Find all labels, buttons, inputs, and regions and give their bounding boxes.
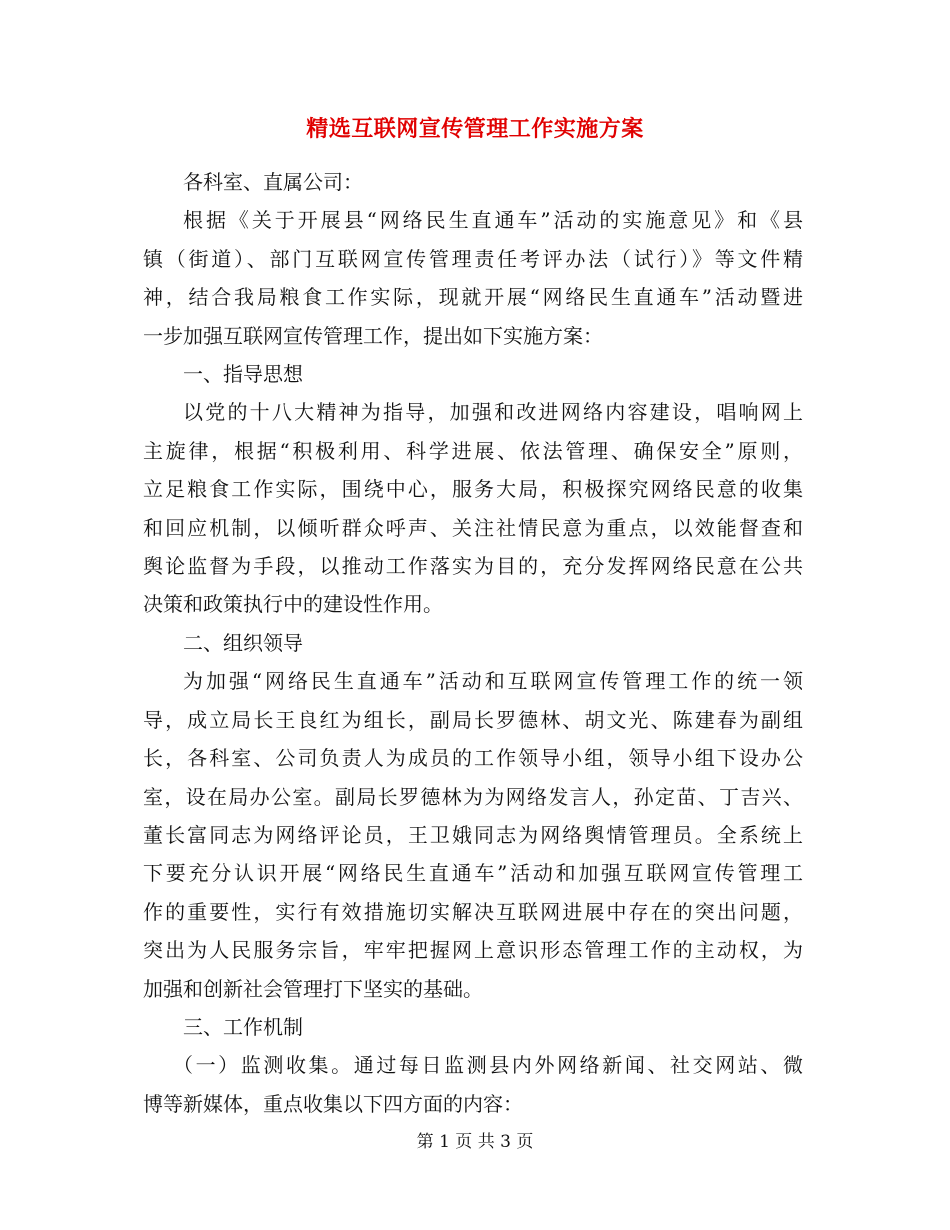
text-line: 主旋律，根据“积极利用、科学进展、依法管理、确保安全”原则，	[143, 438, 803, 463]
text-line: 导，成立局长王良红为组长，副局长罗德林、胡文光、陈建春为副组	[143, 707, 803, 732]
text-line: 董长富同志为网络评论员，王卫娥同志为网络舆情管理员。全系统上	[143, 822, 803, 847]
text-line: 立足粮食工作实际，围绕中心，服务大局，积极探究网络民意的收集	[143, 477, 803, 502]
text-line: 加强和创新社会管理打下坚实的基础。	[143, 976, 483, 1001]
salutation	[143, 163, 803, 201]
text-line: 神，结合我局粮食工作实际，现就开展“网络民生直通车”活动暨进	[143, 285, 803, 310]
document-body	[143, 163, 803, 1123]
document-title: 精选互联网宣传管理工作实施方案	[306, 116, 644, 142]
text-line: 博等新媒体，重点收集以下四方面的内容：	[143, 1091, 523, 1116]
text-line: 舆论监督为手段，以推动工作落实为目的，充分发挥网络民意在公共	[143, 554, 803, 579]
paragraph-monitoring	[143, 1046, 803, 1123]
heading-line: 三、工作机制	[183, 1014, 303, 1039]
text-line: 为加强“网络民生直通车”活动和互联网宣传管理工作的统一领	[183, 669, 803, 694]
text-line: 作的重要性，实行有效措施切实解决互联网进展中存在的突出问题，	[143, 899, 803, 924]
heading-line: 二、组织领导	[183, 630, 303, 655]
section-heading-3	[143, 1008, 803, 1046]
heading-line: 一、指导思想	[183, 362, 303, 387]
paragraph-organization	[143, 662, 803, 1008]
text-line: 室，设在局办公室。副局长罗德林为为网络发言人，孙定苗、丁吉兴、	[143, 784, 803, 809]
text-line: 以党的十八大精神为指导，加强和改进网络内容建设，唱响网上	[183, 400, 803, 425]
section-heading-1	[143, 355, 803, 393]
text-line: （一）监测收集。通过每日监测县内外网络新闻、社交网站、微	[173, 1053, 803, 1078]
page-number-footer: 第 1 页 共 3 页	[416, 1132, 534, 1152]
text-line: 镇（街道）、部门互联网宣传管理责任考评办法（试行）》等文件精	[143, 246, 803, 271]
text-line: 长，各科室、公司负责人为成员的工作领导小组，领导小组下设办公	[143, 746, 803, 771]
paragraph-guiding-thought	[143, 393, 803, 623]
text-line: 根据《关于开展县“网络民生直通车”活动的实施意见》和《县	[183, 208, 803, 233]
paragraph-intro	[143, 201, 803, 355]
text-line: 和回应机制，以倾听群众呼声、关注社情民意为重点，以效能督查和	[143, 515, 803, 540]
salutation-line: 各科室、直属公司：	[183, 170, 363, 194]
text-line: 突出为人民服务宗旨，牢牢把握网上意识形态管理工作的主动权，为	[143, 938, 803, 963]
text-line: 下要充分认识开展“网络民生直通车”活动和加强互联网宣传管理工	[143, 861, 803, 886]
section-heading-2	[143, 624, 803, 662]
text-line: 一步加强互联网宣传管理工作，提出如下实施方案：	[143, 323, 603, 348]
text-line: 决策和政策执行中的建设性作用。	[143, 592, 443, 617]
